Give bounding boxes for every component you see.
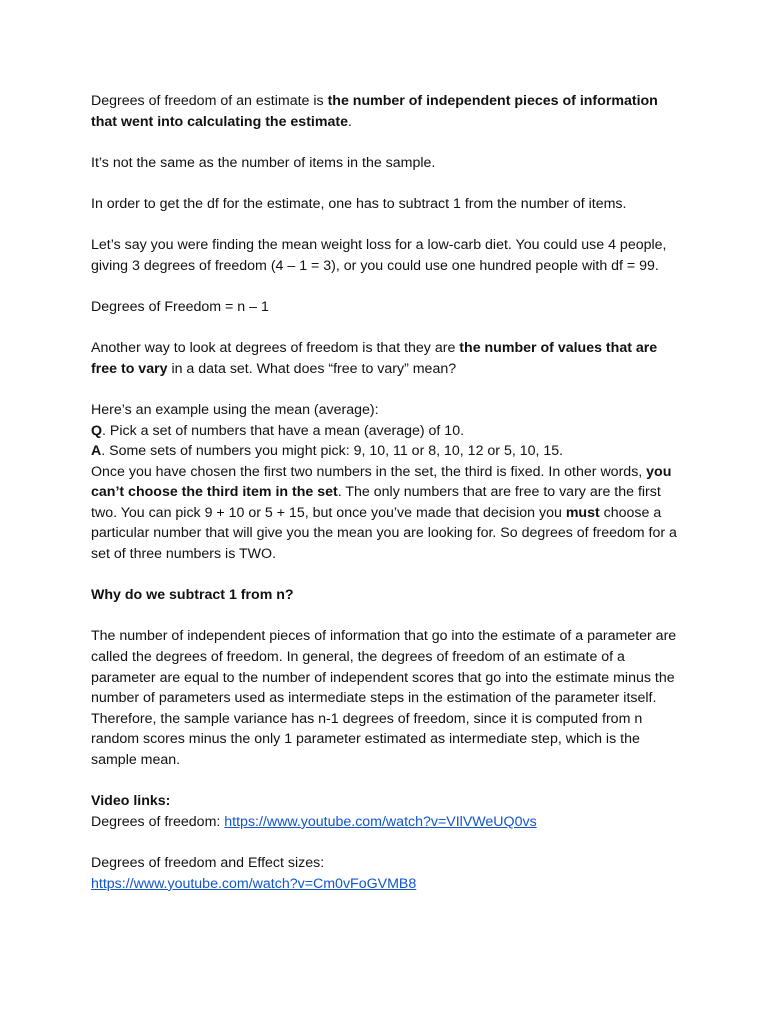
why-heading	[91, 585, 687, 606]
example-intro: Here’s an example using the mean (average):	[91, 401, 379, 418]
example-question	[91, 421, 687, 442]
video-link-2-label: Degrees of freedom and Effect sizes:	[91, 854, 325, 871]
free-to-vary-end-text: in a data set. What does “free to vary” mean?	[167, 360, 457, 377]
why-paragraph: The number of independent pieces of information that go into the estimate of a parameter are called the degrees of freedom. In general, the degrees of freedom of an estimate of a parameter are equal to the number of independent scores that go into the estimate minus the number of parameters used as intermediate steps in the estimation of the parameter itself. Therefore, the sample variance has n-1 degrees of freedom, since it is computed from n random scores minus the only 1 parameter estimated as intermediate step, which is the sample mean.	[91, 628, 677, 768]
answer-text: . Some sets of numbers you might pick: 9, 10, 11 or 8, 10, 12 or 5, 10, 15.	[101, 443, 564, 460]
video-link-line-2	[91, 874, 687, 895]
definition-paragraph	[91, 91, 687, 132]
definition-end-text: .	[348, 113, 352, 130]
definition-text: Degrees of freedom of an estimate is	[91, 93, 328, 109]
video-link-line-1	[91, 812, 687, 833]
answer-label: A	[91, 443, 102, 460]
weight-loss-paragraph: Let’s say you were finding the mean weight loss for a low-carb diet. You could use 4 people, giving 3 degrees of freedom (4 – 1 = 3), or you could use one hundred people with df = 99.	[91, 237, 667, 274]
explanation-bold-must: must	[565, 504, 600, 521]
video-link-1-label: Degrees of freedom:	[91, 813, 225, 830]
formula-line: Degrees of Freedom = n – 1	[91, 298, 269, 315]
sample-items-paragraph: It’s not the same as the number of items in the sample.	[91, 154, 436, 171]
video-heading	[91, 791, 687, 812]
video-heading-text: Video links:	[91, 793, 171, 810]
free-to-vary-bold-text: the number of values that are free to vary	[91, 340, 658, 377]
explanation-text-2: . The only numbers that are free to vary are the first two. You can pick 9 + 10 or 5 + 15, but once you’ve made that decision you	[91, 484, 661, 521]
video-link-2[interactable]: https://www.youtube.com/watch?v=Cm0vFoGVMB8	[91, 875, 417, 892]
question-text: . Pick a set of numbers that have a mean (average) of 10.	[102, 422, 465, 439]
free-to-vary-paragraph	[91, 338, 687, 379]
free-to-vary-text: Another way to look at degrees of freedom is that they are	[91, 340, 460, 357]
document-page	[91, 91, 687, 894]
example-explanation	[91, 462, 687, 565]
explanation-text: Once you have chosen the first two numbers in the set, the third is fixed. In other words,	[91, 463, 647, 480]
definition-bold-text: the number of independent pieces of information that went into calculating the estimate	[91, 93, 658, 130]
explanation-bold-text: you can’t choose the third item in the set	[91, 463, 672, 501]
subtract-paragraph: In order to get the df for the estimate, one has to subtract 1 from the number of items.	[91, 195, 627, 212]
video-link-1[interactable]: https://www.youtube.com/watch?v=VIlVWeUQ0vs	[224, 813, 537, 830]
question-label: Q	[91, 422, 103, 439]
why-heading-text: Why do we subtract 1 from n?	[91, 587, 294, 604]
example-answer	[91, 441, 687, 462]
explanation-text-3: choose a particular number that will give you the mean you are looking for. So degrees of freedom for a set of three numbers is TWO.	[91, 504, 677, 563]
